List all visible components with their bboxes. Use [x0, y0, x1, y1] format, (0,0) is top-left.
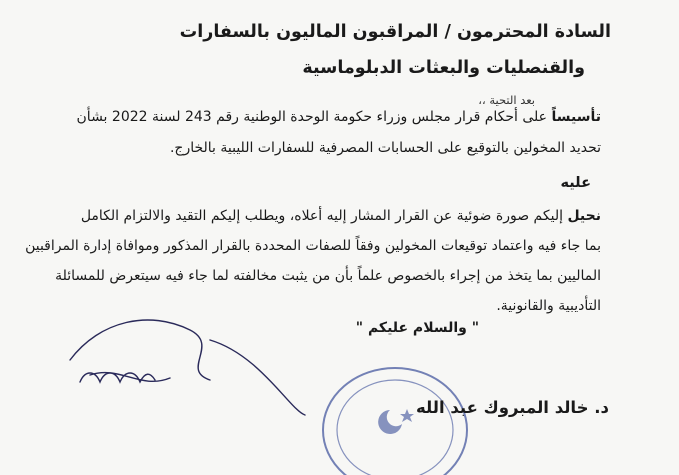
paragraph-1-line-2: تحديد المخولين بالتوقيع على الحسابات المصرفية للسفارات الليبية بالخارج.	[169, 140, 601, 156]
paragraph-2-line-1	[81, 208, 601, 224]
paragraph-2-line-2: بما جاء فيه واعتماد توقيعات المخولين وفقاً للصفات المحددة بالقرار المذكور وموافاة إدارة المراقبين	[25, 238, 601, 254]
address-line-1: السادة المحترمون / المراقبون الماليون بالسفارات	[179, 22, 611, 42]
paragraph-2-line-4: التأديبية والقانونية.	[496, 298, 601, 314]
therefore-heading: عليه	[560, 175, 591, 191]
paragraph-1-text: على أحكام قرار مجلس وزراء حكومة الوحدة الوطنية رقم 243 لسنة 2022 بشأن	[76, 109, 552, 125]
paragraph-2-lead: نحيل	[567, 208, 601, 224]
handwritten-signature	[60, 300, 330, 430]
greeting: بعد التحية ،،	[478, 93, 535, 107]
paragraph-1-line-1	[77, 109, 601, 125]
paragraph-2-line-3: الماليين بما يتخذ من إجراء بالخصوص علماً بأن من يثبت مخالفته لما جاء فيه سيتعرض للمسائلة	[55, 268, 601, 284]
paragraph-2-text: إليكم صورة ضوئية عن القرار المشار إليه أعلاه، ويطلب إليكم التقيد والالتزام الكامل	[80, 208, 568, 224]
address-line-2: والقنصليات والبعثات الدبلوماسية	[302, 58, 585, 78]
paragraph-1-lead: تأسيساً	[551, 109, 601, 125]
closing-salutation: " والسلام عليكم "	[355, 320, 479, 336]
signatory-name: د. خالد المبروك عبد الله	[416, 398, 609, 417]
